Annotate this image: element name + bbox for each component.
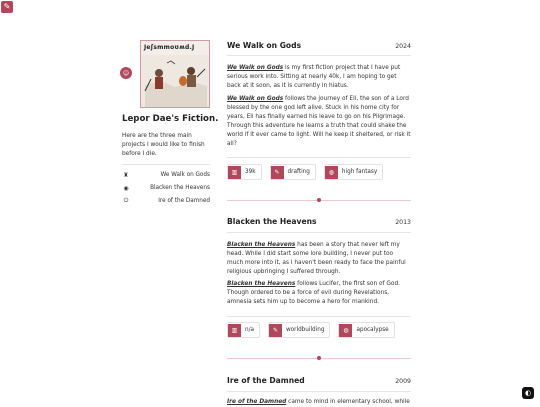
tag-label: 39k [245, 169, 256, 175]
title-link[interactable]: Blacken the Heavens [227, 281, 296, 287]
title-link[interactable]: We Walk on Gods [227, 96, 284, 102]
entry-title[interactable]: Ire of the Damned [227, 376, 305, 385]
tag-label: high fantasy [341, 169, 378, 175]
sidebar-item-label: We Walk on Gods [160, 172, 210, 178]
avatar-icon[interactable]: ☺ [120, 67, 132, 79]
entry-year: 2024 [395, 43, 411, 50]
entry-title[interactable]: We Walk on Gods [227, 41, 302, 50]
paragraph-text: is my first fiction project that I have put serious work into. Sitting at nearly 40k, I am hoping to get back at it soon, as it is currently in hiatus. [227, 65, 401, 90]
title-link[interactable]: Blacken the Heavens [227, 242, 296, 248]
sidebar-item-ire-of-the-damned[interactable] [122, 196, 210, 206]
entry-year: 2013 [395, 219, 411, 226]
tag-genre[interactable] [338, 322, 394, 338]
entry-rule [227, 391, 411, 392]
entry-rule [227, 55, 411, 56]
paragraph-text: came to mind in elementary school, while [286, 399, 410, 405]
entry-rule [227, 316, 411, 317]
entry-title[interactable]: Blacken the Heavens [227, 217, 317, 226]
title-link[interactable]: Ire of the Damned [227, 399, 287, 405]
entry-header [227, 217, 411, 226]
stack-icon: ♜ [123, 171, 129, 179]
tag-label: n/a [245, 327, 255, 333]
pencil-icon: ✎ [269, 324, 282, 337]
cover-image [140, 40, 210, 108]
globe-icon: ◍ [339, 324, 352, 337]
sidebar-item-label: Blacken the Heavens [150, 185, 210, 191]
blog-description: Here are the three main projects I would like to finish before I die. [122, 133, 205, 157]
dot-circle-icon: ◉ [123, 184, 129, 192]
entry-rule [227, 157, 411, 158]
tag-row [227, 164, 383, 180]
sidebar-item-we-walk-on-gods[interactable] [122, 170, 210, 180]
entry-rule [227, 232, 411, 233]
bar-chart-icon: ▥ [228, 166, 241, 179]
tag-label: apocalypse [356, 327, 389, 333]
entry-header [227, 376, 411, 385]
title-link[interactable]: We Walk on Gods [227, 65, 284, 71]
pencil-icon: ✎ [271, 166, 284, 179]
paragraph-text: follows the journey of Eli, the son of a Lord blessed by the one god left alive. Stuck in his home city for years, Eli has finally earned his leave to go on his Pilgrimage. Through this adventure he learns a truth that could shake the world if it ever came to light. Will he keep it sheltered, or risk it all? [227, 96, 411, 148]
entry-paragraph [227, 95, 411, 150]
separator-dot [317, 356, 321, 360]
site-logo-icon[interactable]: ✎ [1, 1, 13, 13]
globe-icon: ◍ [325, 166, 338, 179]
sidebar-divider [122, 164, 210, 165]
cover-art-illustration [141, 41, 209, 107]
paragraph-text: has been a story that never left my head. While I did start some lore building, I never put too much more into it, as I haven't been ready to face the painful religious upbringing I suffered through. [227, 242, 406, 276]
separator-dot [317, 198, 321, 202]
cover-title-text: Jeʃsmmoʊʍd.J [144, 44, 195, 51]
entry-paragraph [227, 241, 411, 277]
bar-chart-icon: ▥ [228, 324, 241, 337]
tag-label: worldbuilding [286, 327, 325, 333]
tag-row [227, 322, 395, 338]
tag-genre[interactable] [324, 164, 383, 180]
tag-wordcount[interactable] [227, 164, 262, 180]
paragraph-text: follows Lucifer, the first son of God. Though ordered to be a force of evil during Revelations, amnesia sets him up to become a hero for mankind. [227, 281, 400, 306]
entry-year: 2009 [395, 378, 411, 385]
tag-wordcount[interactable] [227, 322, 260, 338]
sidebar-item-label: Ire of the Damned [158, 198, 210, 204]
tag-label: drafting [287, 169, 310, 175]
entry-header [227, 41, 411, 50]
theme-toggle-icon[interactable]: ◐ [522, 387, 534, 399]
entry-paragraph [227, 280, 411, 307]
blog-title: Lepor Dae's Fiction. [122, 114, 219, 124]
entry-paragraph [227, 398, 411, 407]
sidebar-item-blacken-the-heavens[interactable] [122, 183, 210, 193]
power-icon: ⏻ [123, 197, 129, 204]
entry-paragraph [227, 64, 411, 91]
tag-status[interactable] [270, 164, 316, 180]
tag-status[interactable] [268, 322, 330, 338]
